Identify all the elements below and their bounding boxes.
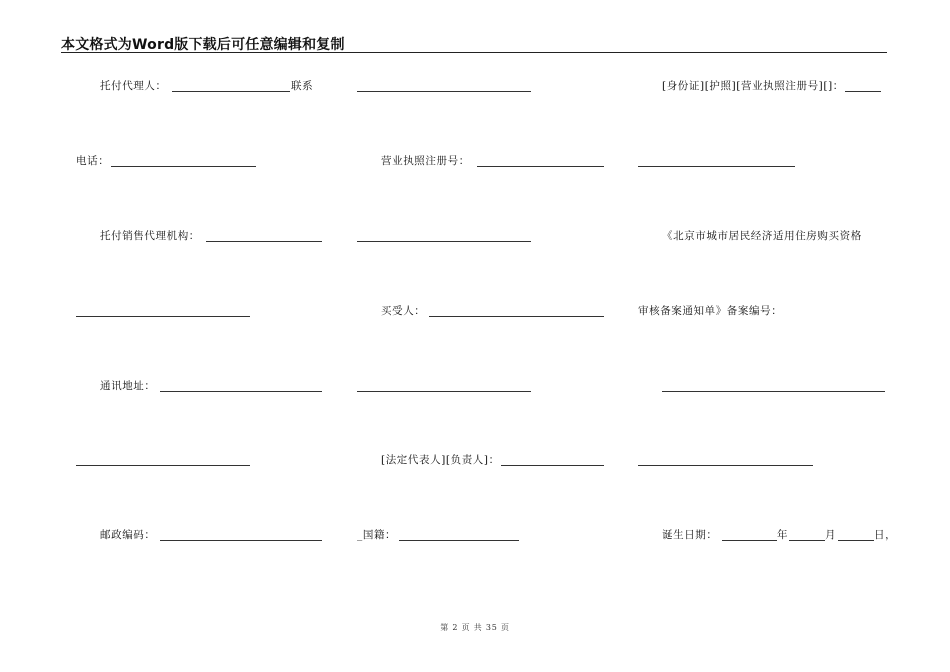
header-divider (61, 52, 887, 53)
birth-month-blank[interactable] (789, 540, 825, 541)
mailing-address-blank-cont[interactable] (357, 391, 531, 392)
business-license-label: 营业执照注册号： (381, 155, 470, 167)
agent-blank[interactable] (172, 91, 290, 92)
id-number-blank[interactable] (845, 91, 881, 92)
birth-year-blank[interactable] (722, 540, 777, 541)
extra-blank-row6[interactable] (638, 465, 813, 466)
agent-label: 托付代理人： (100, 80, 167, 92)
phone-blank[interactable] (111, 166, 256, 167)
qualification-notice-line2: 审核备案通知单》备案编号： (638, 305, 783, 317)
sales-agency-blank-row4[interactable] (76, 316, 250, 317)
contact-blank[interactable] (357, 91, 531, 92)
business-license-blank[interactable] (477, 166, 604, 167)
birth-date-label: 诞生日期： (662, 529, 718, 541)
filing-number-blank[interactable] (662, 391, 885, 392)
legal-rep-blank[interactable] (501, 465, 604, 466)
month-label: 月 (825, 529, 837, 541)
buyer-blank[interactable] (429, 316, 604, 317)
qualification-notice-line1: 《北京市城市居民经济适用住房购买资格 (662, 230, 862, 242)
sales-agency-blank[interactable] (206, 241, 322, 242)
year-label: 年 (777, 529, 789, 541)
contact-suffix: 联系 (291, 80, 314, 92)
phone-label: 电话： (76, 155, 110, 167)
extra-blank-row2[interactable] (638, 166, 795, 167)
birth-day-blank[interactable] (838, 540, 874, 541)
document-header-title: 本文格式为Word版下载后可任意编辑和复制 (61, 37, 345, 53)
page-number-footer: 第 2 页 共 35 页 (440, 623, 510, 632)
nationality-blank[interactable] (399, 540, 519, 541)
legal-rep-label: [法定代表人][负责人]： (381, 454, 500, 466)
buyer-label: 买受人： (381, 305, 426, 317)
sales-agency-label: 托付销售代理机构： (100, 230, 200, 242)
nationality-label: _国籍： (357, 529, 397, 541)
sales-agency-blank-cont[interactable] (357, 241, 531, 242)
day-label: 日， (874, 529, 897, 541)
id-types-label: [身份证][护照][营业执照注册号][]： (662, 80, 844, 92)
mailing-address-label: 通讯地址： (100, 380, 156, 392)
mailing-address-blank[interactable] (160, 391, 322, 392)
mailing-address-blank-row6[interactable] (76, 465, 250, 466)
postal-code-label: 邮政编码： (100, 529, 156, 541)
postal-code-blank[interactable] (160, 540, 322, 541)
